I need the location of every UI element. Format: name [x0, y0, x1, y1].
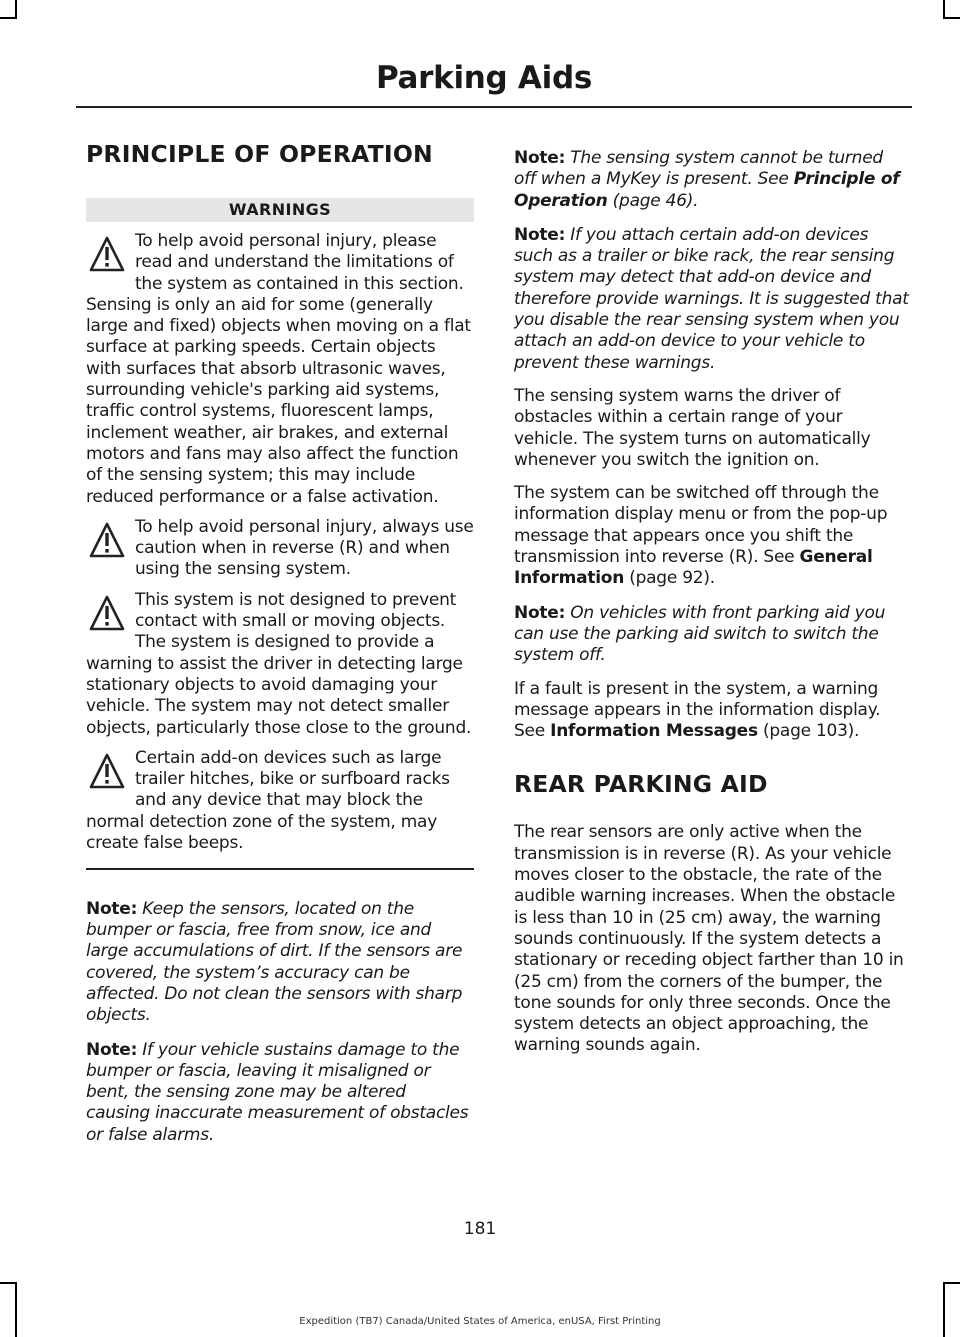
cross-reference-link[interactable]: Information Messages [550, 721, 758, 742]
crop-mark-top-right [943, 0, 945, 18]
crop-mark-bottom-left-h [0, 1282, 17, 1284]
crop-mark-bottom-left [15, 1282, 17, 1337]
cross-reference-link[interactable]: Principle of Operation [514, 169, 900, 211]
note [514, 148, 909, 212]
note-text: Keep the sensors, located on the bumper or fascia, free from snow, ice and large accumulations of dirt. If the sensors are covered, the system’s accuracy can be affected. Do not clean the sensors with sharp objects. [86, 898, 463, 1026]
crop-mark-bottom-right-h [943, 1282, 960, 1284]
note [514, 603, 909, 667]
warnings-header: WARNINGS [86, 198, 474, 222]
section-heading-principle: PRINCIPLE OF OPERATION [86, 140, 433, 168]
paragraph-page-ref: (page 103). [757, 721, 860, 742]
warning-item [86, 517, 474, 581]
crop-mark-bottom-right [943, 1282, 945, 1337]
paragraph [514, 483, 909, 589]
warning-triangle-icon [89, 594, 125, 634]
paragraph-page-ref: (page 92). [624, 568, 715, 589]
note [514, 225, 909, 374]
note-label: Note: [514, 602, 566, 623]
paragraph-text: If a fault is present in the system, a warning message appears in the information display. See [514, 678, 881, 742]
note [86, 899, 474, 1027]
crop-mark-top-left-h [0, 17, 17, 19]
warning-triangle-icon [89, 752, 125, 792]
left-column [86, 140, 474, 1146]
warning-text: To help avoid personal injury, please read and understand the limitations of the system as contained in this section. Sensing is only an aid for some (generally large and fixed) objects when moving on a flat surface at parking speeds. Certain objects with surfaces that absorb ultrasonic waves, surrounding vehicle's parking aid systems, traffic control systems, fluorescent lamps, inclement weather, air brakes, and external motors and fans may also affect the function of the sensing system; this may include reduced performance or a false activation. [86, 231, 471, 507]
right-column [514, 148, 909, 1057]
note-text: The sensing system cannot be turned off when a MyKey is present. See [514, 148, 883, 190]
warning-text: To help avoid personal injury, always use caution when in reverse (R) and when using the sensing system. [135, 516, 474, 580]
warning-triangle-icon [89, 235, 125, 275]
note-text: If you attach certain add-on devices such as a trailer or bike rack, the rear sensing system may detect that add-on device and therefore provide warnings. It is suggested that you disable the rear sensing system when you attach an add-on device to your vehicle to prevent these warnings. [514, 224, 909, 373]
warning-text: This system is not designed to prevent contact with small or moving objects. The system is designed to provide a warning to assist the driver in detecting large stationary objects to avoid damaging your vehicle. The system may not detect smaller objects, particularly those close to the ground. [86, 589, 472, 738]
warning-item [86, 748, 474, 854]
page-header-title: Parking Aids [375, 60, 592, 96]
paragraph: The rear sensors are only active when the transmission is in reverse (R). As your vehicle moves closer to the obstacle, the rate of the audible warning increases. When the obstacle is less than 10 in (25 cm) away, the warning sounds continuously. If the system detects a stationary or receding object farther than 10 in (25 cm) from the corners of the bumper, the tone sounds for only three seconds. Once the system detects an object approaching, the warning sounds again. [514, 822, 904, 1056]
warning-item [86, 231, 474, 508]
note-text: On vehicles with front parking aid you can use the parking aid switch to switch the system off. [514, 602, 886, 666]
warning-triangle-icon [89, 521, 125, 561]
note-label: Note: [514, 224, 566, 245]
header-rule [76, 106, 912, 108]
note [86, 1040, 474, 1146]
section-heading-rear-parking-aid: REAR PARKING AID [514, 770, 768, 799]
note-label: Note: [86, 1039, 138, 1060]
note-page-ref: (page 46). [607, 190, 699, 211]
note-text: If your vehicle sustains damage to the bumper or fascia, leaving it misaligned or bent, the sensing zone may be altered causing inaccurate measurement of obstacles or false alarms. [86, 1039, 469, 1145]
paragraph-text: The system can be switched off through the information display menu or from the pop-up message that appears once you shift the transmission into reverse (R). See [514, 483, 888, 568]
note-label: Note: [514, 148, 566, 168]
paragraph [514, 679, 909, 743]
crop-mark-top-right-h [943, 17, 960, 19]
warning-text: Certain add-on devices such as large trailer hitches, bike or surfboard racks and any device that may block the normal detection zone of the system, may create false beeps. [86, 747, 450, 854]
page-number: 181 [463, 1219, 497, 1239]
crop-mark-top-left [15, 0, 17, 18]
footer-text: Expedition (TB7) Canada/United States of America, enUSA, First Printing [299, 1316, 661, 1327]
warning-item [86, 590, 474, 739]
paragraph: The sensing system warns the driver of obstacles within a certain range of your vehicle. The system turns on automatically whenever you switch the ignition on. [514, 385, 871, 470]
cross-reference-link[interactable]: General Information [514, 547, 873, 589]
note-label: Note: [86, 898, 138, 919]
